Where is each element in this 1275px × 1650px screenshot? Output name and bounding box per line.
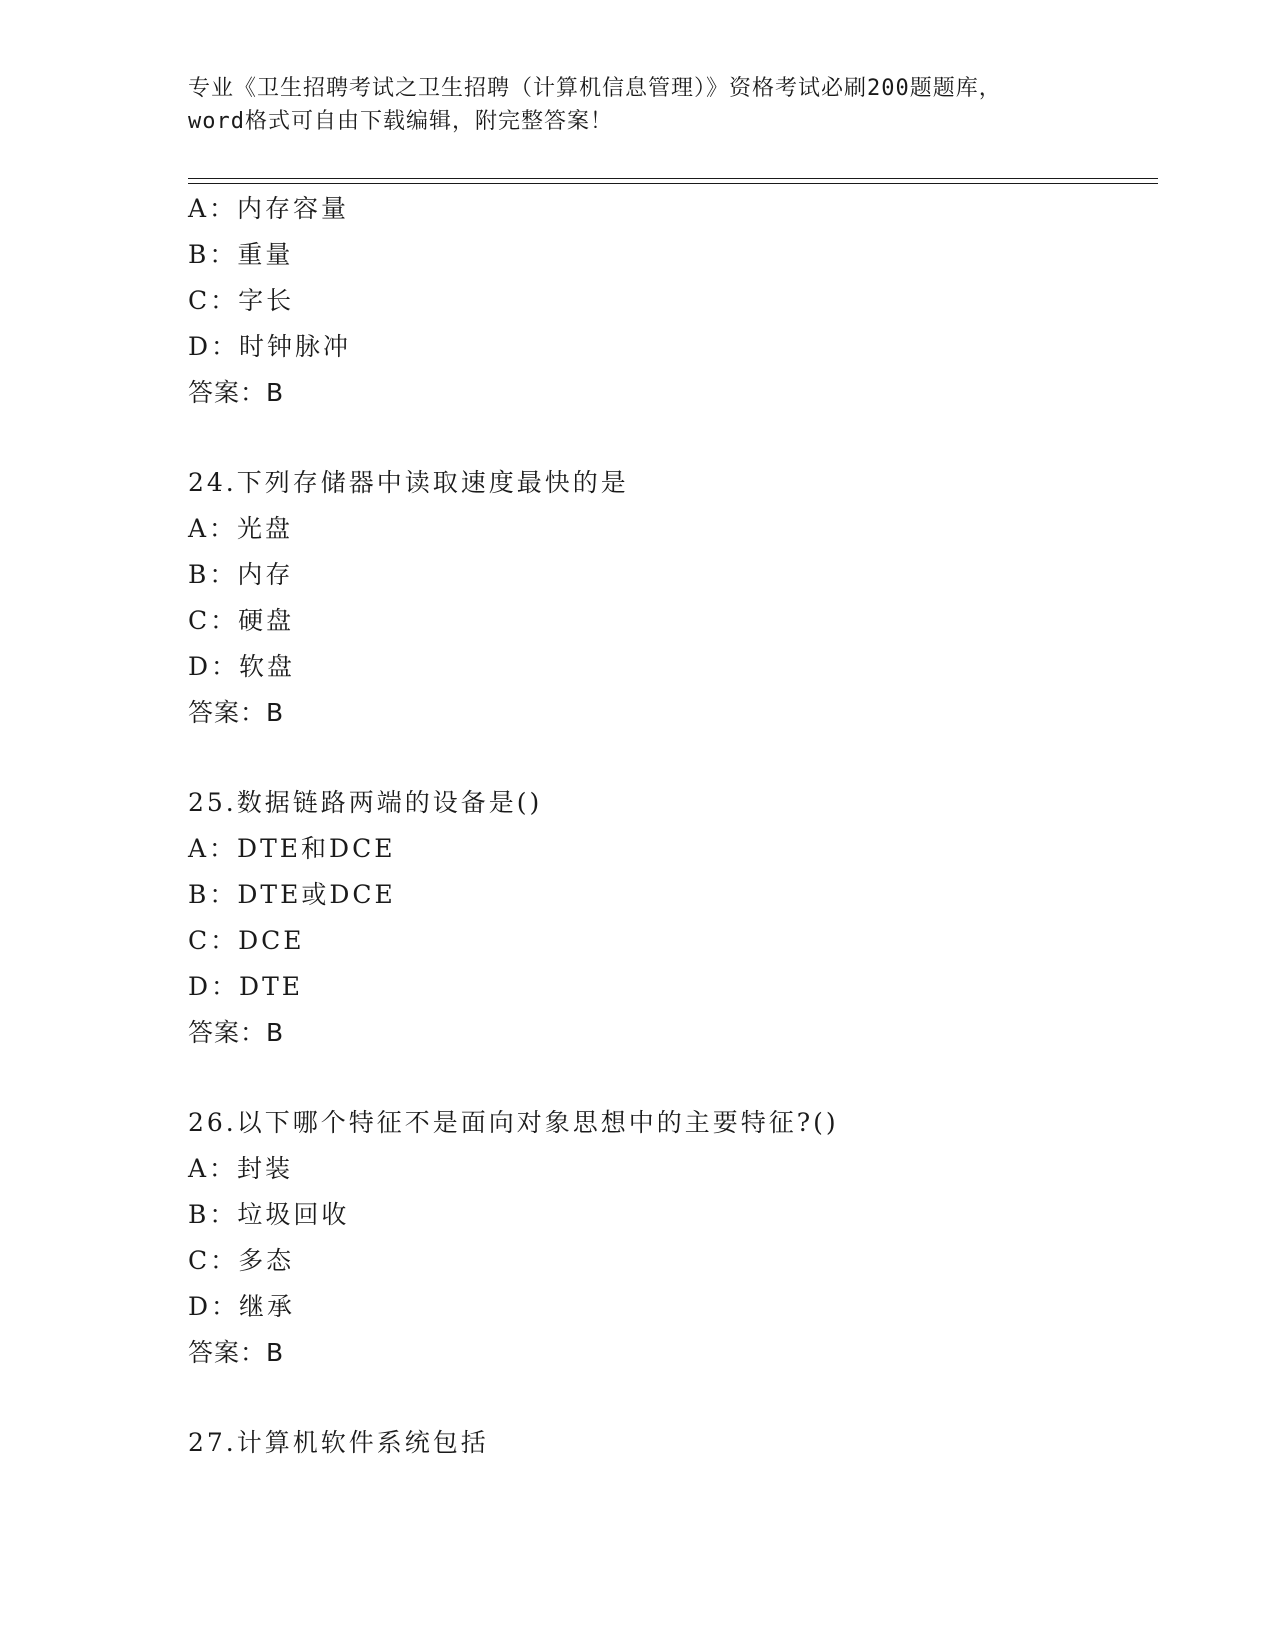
header-title-line-1: 专业《卫生招聘考试之卫生招聘（计算机信息管理）》资格考试必刷200题题库，: [188, 76, 1002, 101]
option-c: C：多态: [188, 1246, 295, 1275]
option-d: D：软盘: [188, 652, 296, 681]
answer: 答案：B: [188, 1018, 285, 1047]
option-d: D：时钟脉冲: [188, 332, 352, 361]
question-text: 27.计算机软件系统包括: [188, 1428, 489, 1457]
option-b: B：重量: [188, 240, 294, 269]
answer: 答案：B: [188, 698, 285, 727]
option-b: B：内存: [188, 560, 294, 589]
question-25: [188, 780, 1168, 1056]
question-23-continued: [188, 186, 1168, 416]
question-text: 25.数据链路两端的设备是(): [188, 788, 543, 817]
option-c: C：DCE: [188, 926, 305, 955]
option-a: A：内存容量: [188, 194, 350, 223]
question-24: [188, 460, 1168, 736]
option-a: A：光盘: [188, 514, 294, 543]
option-d: D：继承: [188, 1292, 296, 1321]
question-27: [188, 1420, 1168, 1466]
option-c: C：字长: [188, 286, 295, 315]
header-title-line-2: word格式可自由下载编辑，附完整答案！: [188, 109, 613, 134]
option-a: A：封装: [188, 1154, 294, 1183]
option-a: A：DTE和DCE: [188, 834, 396, 863]
question-text: 24.下列存储器中读取速度最快的是: [188, 468, 629, 497]
option-b: B：垃圾回收: [188, 1200, 350, 1229]
option-d: D：DTE: [188, 972, 304, 1001]
option-b: B：DTE或DCE: [188, 880, 396, 909]
question-list: [188, 186, 1168, 1466]
option-c: C：硬盘: [188, 606, 295, 635]
question-text: 26.以下哪个特征不是面向对象思想中的主要特征?(): [188, 1108, 839, 1137]
question-26: [188, 1100, 1168, 1376]
header-divider-bottom: [188, 183, 1158, 184]
answer: 答案：B: [188, 378, 285, 407]
document-header: [188, 72, 1088, 138]
answer: 答案：B: [188, 1338, 285, 1367]
header-divider-top: [188, 178, 1158, 179]
